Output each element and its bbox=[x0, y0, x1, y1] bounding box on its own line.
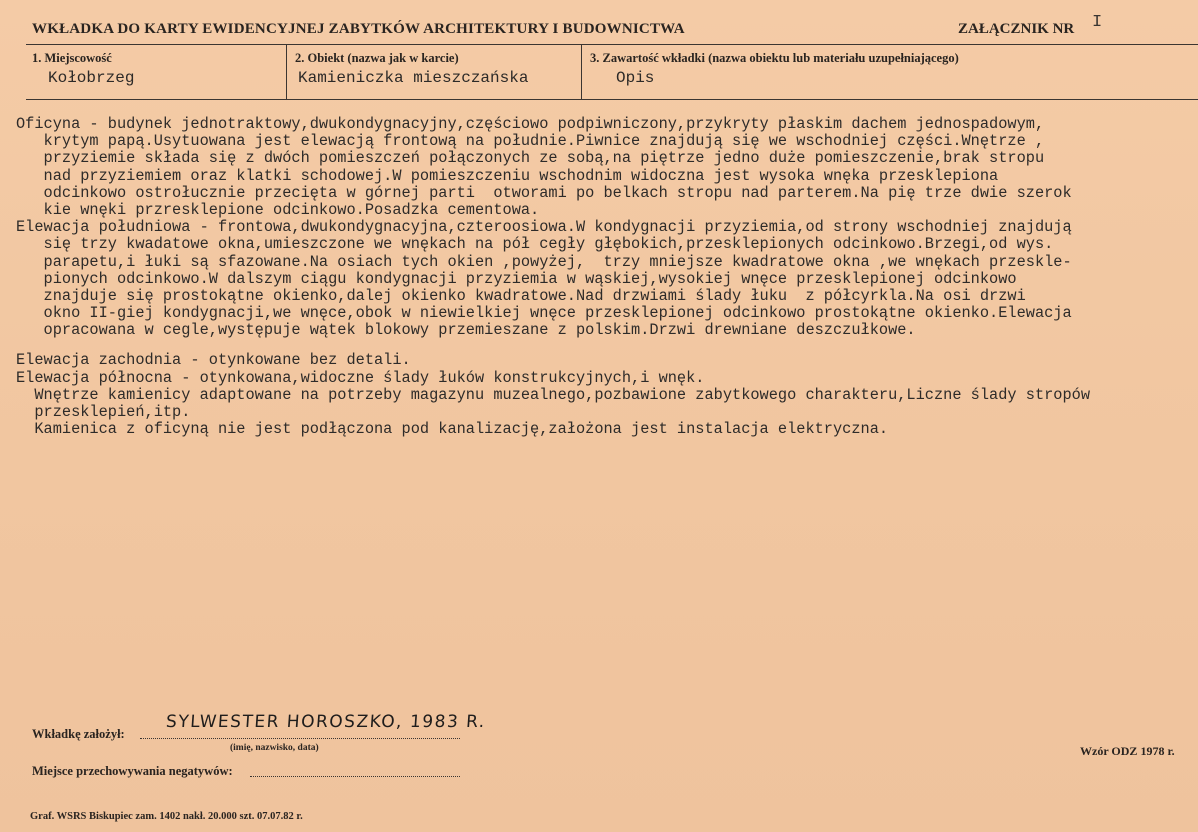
form-model: Wzór ODZ 1978 r. bbox=[1080, 744, 1175, 758]
description-line: przesklepień,itp. bbox=[16, 403, 191, 421]
field-divider-2 bbox=[581, 44, 582, 99]
storage-dotted-line bbox=[250, 776, 460, 777]
author-caption: (imię, nazwisko, data) bbox=[230, 743, 319, 753]
description-line: nad przyziemiem oraz klatki schodowej.W pomieszczeniu wschodnim widoczna jest wysoka wnęka przesklepiona bbox=[16, 166, 999, 185]
field-divider-1 bbox=[286, 44, 287, 99]
header-bottom-rule bbox=[26, 99, 1198, 100]
description-line: kie wnęki przresklepione odcinkowo.Posadzka cementowa. bbox=[16, 200, 540, 219]
header-top-rule bbox=[26, 44, 1198, 45]
object-value: Kamieniczka mieszczańska bbox=[298, 69, 529, 87]
description-text bbox=[16, 116, 1196, 438]
description-line: pionych odcinkowo.W dalszym ciągu kondygnacji przyziemia w wąskiej,wysokiej wnęce przesklepionej odcinkowo bbox=[16, 269, 1017, 288]
annex-number: I bbox=[1092, 13, 1103, 32]
description-line: odcinkowo ostrołucznie przecięta w górnej parti otworami po belkach stropu nad parterem.Na pię trze dwie szerok bbox=[16, 183, 1072, 202]
description-line: krytym papą.Usytuowana jest elewacją frontową na południe.Piwnice znajdują się we wschodniej części.Wnętrze , bbox=[16, 132, 1045, 151]
content-label: 3. Zawartość wkładki (nazwa obiektu lub materiału uzupełniającego) bbox=[590, 51, 959, 65]
printer-imprint: Graf. WSRS Biskupiec zam. 1402 nakł. 20.000 szt. 07.07.82 r. bbox=[30, 811, 303, 822]
description-line: parapetu,i łuki są sfazowane.Na osiach tych okien ,powyżej, trzy mniejsze kwadratowe okna ,we wnękach przeskle- bbox=[16, 252, 1072, 271]
description-line: Wnętrze kamienicy adaptowane na potrzeby magazynu muzealnego,pozbawione zabytkowego charakteru,Liczne ślady stropów bbox=[16, 385, 1091, 404]
object-label: 2. Obiekt (nazwa jak w karcie) bbox=[295, 51, 459, 65]
content-value: Opis bbox=[616, 69, 655, 87]
description-line: Elewacja zachodnia - otynkowane bez detali. bbox=[16, 351, 411, 370]
description-line: Elewacja północna - otynkowana,widoczne ślady łuków konstrukcyjnych,i wnęk. bbox=[16, 368, 705, 387]
card-title: WKŁADKA DO KARTY EWIDENCYJNEJ ZABYTKÓW ARCHITEKTURY I BUDOWNICTWA bbox=[32, 21, 685, 37]
author-label: Wkładkę założył: bbox=[32, 727, 125, 741]
description-line: Kamienica z oficyną nie jest podłączona pod kanalizację,założona jest instalacja elektryczna. bbox=[16, 420, 889, 439]
description-line: okno II-giej kondygnacji,we wnęce,obok w niewielkiej wnęce przesklepionej odcinkowo prostokątne okienko.Elewacja bbox=[16, 304, 1072, 323]
storage-label: Miejsce przechowywania negatywów: bbox=[32, 764, 233, 778]
description-line: znajduje się prostokątne okienko,dalej okienko kwadratowe.Nad drzwiami ślady łuku z półcyrkla.Na osi drzwi bbox=[16, 286, 1026, 305]
author-dotted-line bbox=[140, 738, 460, 739]
locality-label: 1. Miejscowość bbox=[32, 51, 112, 65]
description-line: przyziemie składa się z dwóch pomieszczeń połączonych ze sobą,na piętrze jedno duże pomieszczenie,brak stropu bbox=[16, 149, 1045, 168]
description-line: opracowana w cegle,występuje wątek blokowy przemieszane z polskim.Drzwi drewniane deszczułkowe. bbox=[16, 321, 916, 340]
author-signature: SYLWESTER HOROSZKO, 1983 R. bbox=[165, 712, 487, 732]
description-line: Elewacja południowa - frontowa,dwukondygnacyjna,czteroosiowa.W kondygnacji przyziemia,od strony wschodniej znajdują bbox=[16, 218, 1072, 237]
description-line: Oficyna - budynek jednotraktowy,dwukondygnacyjny,częściowo podpiwniczony,przykryty płaskim dachem jednospadowym, bbox=[16, 115, 1045, 133]
locality-value: Kołobrzeg bbox=[48, 69, 135, 87]
description-line: się trzy kwadatowe okna,umieszczone we wnękach na pół cegły głębokich,przesklepionych odcinkowo.Brzegi,od wys. bbox=[16, 235, 1054, 254]
annex-label: ZAŁĄCZNIK NR bbox=[958, 21, 1075, 37]
